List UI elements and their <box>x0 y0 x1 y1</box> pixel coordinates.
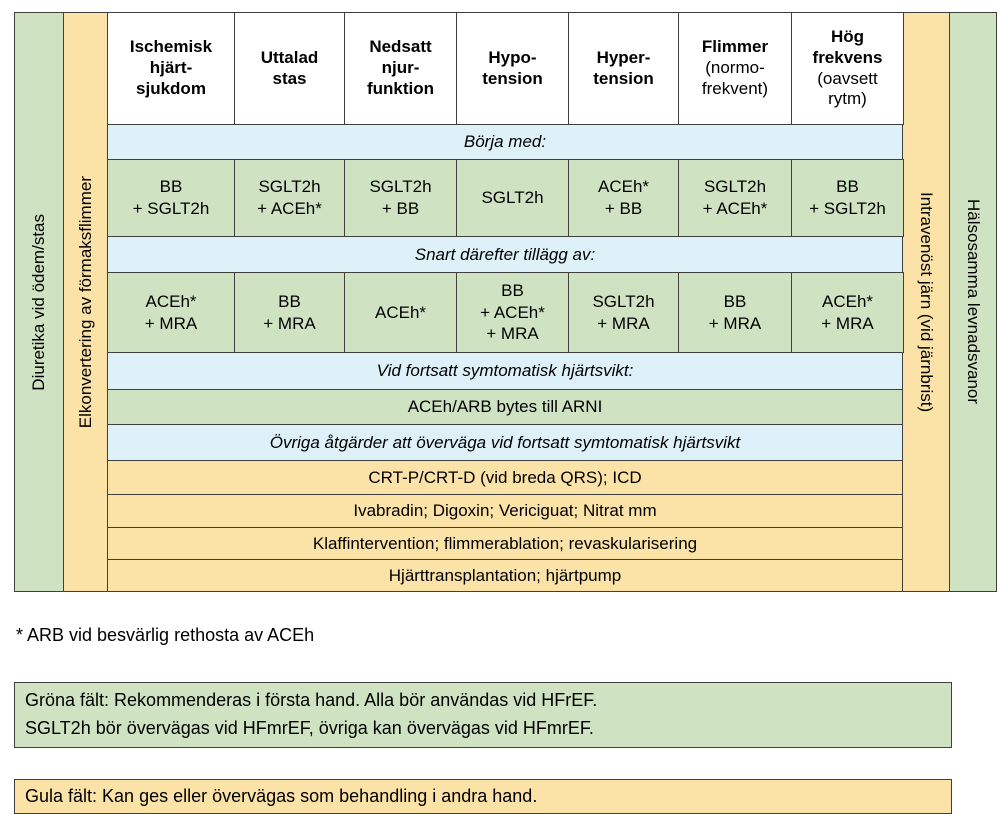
start-treatment-cell: SGLT2h + BB <box>344 159 457 237</box>
left-outer-bar-label: Diuretika vid ödem/stas <box>29 213 48 391</box>
add-on-treatment-cell: BB + MRA <box>234 272 345 353</box>
legend-green-line: SGLT2h bör övervägas vid HFmrEF, övriga kan övervägas vid HFmrEF. <box>25 717 594 738</box>
other-measures-label: Övriga åtgärder att överväga vid fortsatt symtomatisk hjärtsvikt <box>107 424 903 461</box>
column-header: Hypo- tension <box>456 12 569 125</box>
column-header: Hög frekvens (oavsett rytm) <box>791 12 904 125</box>
add-on-treatment-cell: ACEh* + MRA <box>107 272 235 353</box>
column-header: Ischemisk hjärt- sjukdom <box>107 12 235 125</box>
column-header: Uttalad stas <box>234 12 345 125</box>
intervention-row: Klaffintervention; flimmerablation; revaskularisering <box>107 527 903 560</box>
right-inner-bar <box>902 12 950 592</box>
left-outer-bar <box>14 12 64 592</box>
right-outer-bar <box>949 12 997 592</box>
legend-yellow-line: Gula fält: Kan ges eller övervägas som behandling i andra hand. <box>25 786 538 806</box>
start-treatment-cell: SGLT2h <box>456 159 569 237</box>
legend-green <box>14 682 952 748</box>
continued-symptoms-label: Vid fortsatt symtomatisk hjärtsvikt: <box>107 352 903 390</box>
right-outer-bar-label: Hälsosamma levnadsvanor <box>964 199 983 405</box>
column-header: Flimmer (normo- frekvent) <box>678 12 792 125</box>
start-with-label: Börja med: <box>107 124 903 160</box>
legend-green-line: Gröna fält: Rekommenderas i första hand. Alla bör användas vid HFrEF. <box>25 690 598 710</box>
add-on-treatment-cell: ACEh* + MRA <box>791 272 904 353</box>
start-treatment-cell: SGLT2h + ACEh* <box>234 159 345 237</box>
column-header: Nedsatt njur- funktion <box>344 12 457 125</box>
transplant-row: Hjärttransplantation; hjärtpump <box>107 559 903 592</box>
drug-therapy-row: Ivabradin; Digoxin; Vericiguat; Nitrat mm <box>107 494 903 528</box>
right-inner-bar-label: Intravenöst järn (vid järnbrist) <box>917 191 936 413</box>
add-on-treatment-cell: SGLT2h + MRA <box>568 272 679 353</box>
start-treatment-cell: BB + SGLT2h <box>107 159 235 237</box>
add-soon-label: Snart därefter tillägg av: <box>107 236 903 273</box>
left-inner-bar <box>63 12 108 592</box>
start-treatment-cell: ACEh* + BB <box>568 159 679 237</box>
column-header: Hyper- tension <box>568 12 679 125</box>
add-on-treatment-cell: BB + MRA <box>678 272 792 353</box>
add-on-treatment-cell: ACEh* <box>344 272 457 353</box>
footnote: * ARB vid besvärlig rethosta av ACEh <box>16 625 315 645</box>
start-treatment-cell: SGLT2h + ACEh* <box>678 159 792 237</box>
add-on-treatment-cell: BB + ACEh* + MRA <box>456 272 569 353</box>
start-treatment-cell: BB + SGLT2h <box>791 159 904 237</box>
device-therapy-row: CRT-P/CRT-D (vid breda QRS); ICD <box>107 460 903 495</box>
arni-switch-row: ACEh/ARB bytes till ARNI <box>107 389 903 425</box>
legend-yellow <box>14 779 952 814</box>
left-inner-bar-label: Elkonvertering av förmaksflimmer <box>75 175 95 429</box>
